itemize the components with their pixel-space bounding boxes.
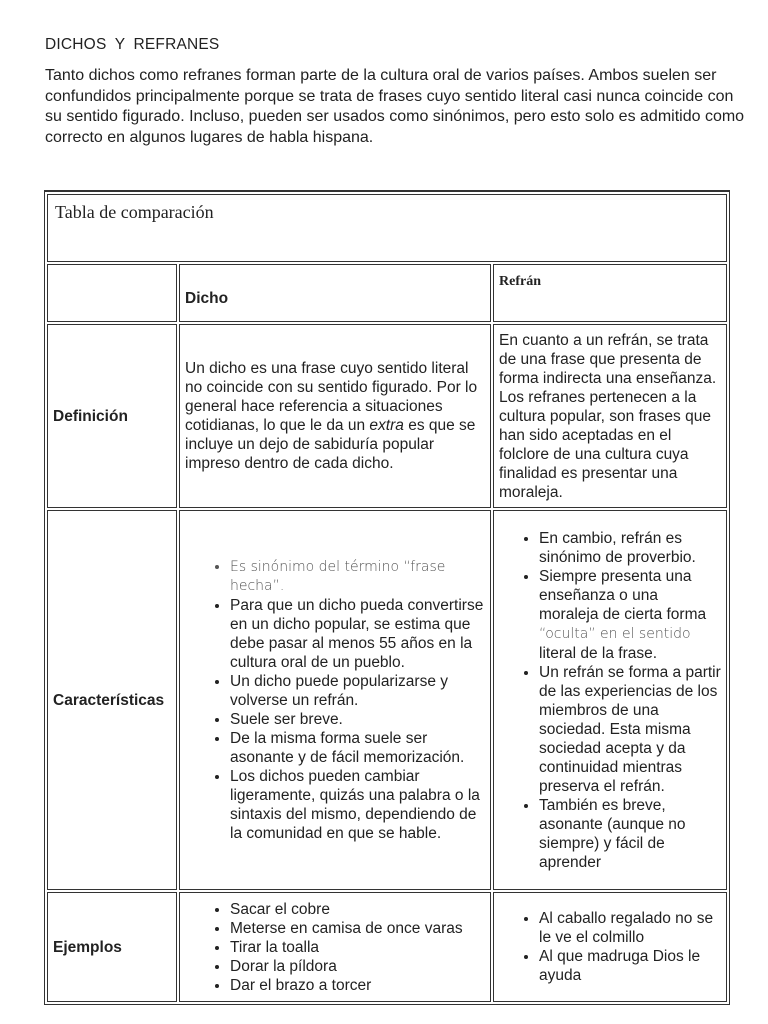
caracteristicas-dicho-cell (179, 510, 491, 890)
list-item-light-text: “oculta” en el sentido (539, 625, 691, 642)
list-item: • También es breve, asonante (aunque no siempre) y fácil de aprender (539, 796, 721, 872)
list-item: • Meterse en camisa de once varas (230, 919, 485, 938)
table-caption: Tabla de comparación (47, 194, 727, 262)
definicion-dicho-cell (179, 324, 491, 508)
list-item (539, 567, 721, 663)
list-item: • Es sinónimo del término “frase hecha”. (230, 558, 485, 596)
ejemplos-dicho-list (185, 900, 485, 995)
caracteristicas-refran-list (499, 529, 721, 872)
list-item-text-2: literal de la frase. (539, 644, 658, 662)
list-item: • De la misma forma suele ser asonante y de fácil memorización. (230, 729, 485, 767)
list-item: • Sacar el cobre (230, 900, 485, 919)
comparison-table (44, 190, 730, 1005)
row-caracteristicas (47, 510, 727, 890)
ejemplos-refran-list (499, 909, 721, 985)
row-definicion (47, 324, 727, 508)
row-label-ejemplos: Ejemplos (47, 892, 177, 1002)
ejemplos-refran-cell (493, 892, 727, 1002)
definicion-dicho-emphasis: extra (369, 417, 404, 434)
intro-paragraph: Tanto dichos como refranes forman parte de la cultura oral de varios países. Ambos suelen ser confundidos principalmente porque se trata de frases cuyo sentido literal casi nunca coincide con su sentido figurado. Incluso, pueden ser usados como sinónimos, pero esto solo es admitido como correcto en algunos lugares de habla hispana. (45, 67, 745, 146)
list-item: • Los dichos pueden cambiar ligeramente, quizás una palabra o la sintaxis del mismo, dependiendo de la comunidad en que se hable. (230, 767, 485, 843)
list-item: • Al caballo regalado no se le ve el colmillo (539, 909, 721, 947)
row-label-caracteristicas: Características (47, 510, 177, 890)
header-empty-cell (47, 264, 177, 322)
list-item: • Tirar la toalla (230, 938, 485, 957)
list-item: • Dar el brazo a torcer (230, 976, 485, 995)
caracteristicas-dicho-list (185, 558, 485, 843)
definicion-dicho-text-1: Un dicho es una frase cuyo sentido literal no coincide con su sentido figurado. Por lo general hace referencia a situaciones cotidianas, lo que le da un (185, 360, 478, 434)
definicion-dicho-text-2: es que se incluye un dejo de sabiduría popular impreso dentro de cada dicho. (185, 417, 476, 472)
list-item: • Suele ser breve. (230, 710, 485, 729)
list-item: • Un dicho puede popularizarse y volverse un refrán. (230, 672, 485, 710)
list-item: • Dorar la píldora (230, 957, 485, 976)
document-title: DICHOS Y REFRANES (45, 36, 220, 53)
list-item: • Para que un dicho pueda convertirse en un dicho popular, se estima que debe pasar al menos 55 años en la cultura oral de un pueblo. (230, 596, 485, 672)
ejemplos-dicho-cell (179, 892, 491, 1002)
definicion-refran-cell: En cuanto a un refrán, se trata de una frase que presenta de forma indirecta una enseñanza. Los refranes pertenecen a la cultura popular, son frases que han sido aceptadas en el folclore de una cultura cuya finalidad es presentar una moraleja. (493, 324, 727, 508)
row-label-definicion: Definición (47, 324, 177, 508)
header-dicho: Dicho (179, 264, 491, 322)
list-item: • Al que madruga Dios le ayuda (539, 947, 721, 985)
table-header-row (47, 264, 727, 322)
header-refran: Refrán (493, 264, 727, 322)
list-item: • Un refrán se forma a partir de las experiencias de los miembros de una sociedad. Esta misma sociedad acepta y da continuidad mientras preserva el refrán. (539, 663, 721, 796)
row-ejemplos (47, 892, 727, 1002)
list-item: • En cambio, refrán es sinónimo de proverbio. (539, 529, 721, 567)
caracteristicas-refran-cell (493, 510, 727, 890)
list-item-text-1: Siempre presenta una enseñanza o una moraleja de cierta forma (539, 567, 707, 623)
